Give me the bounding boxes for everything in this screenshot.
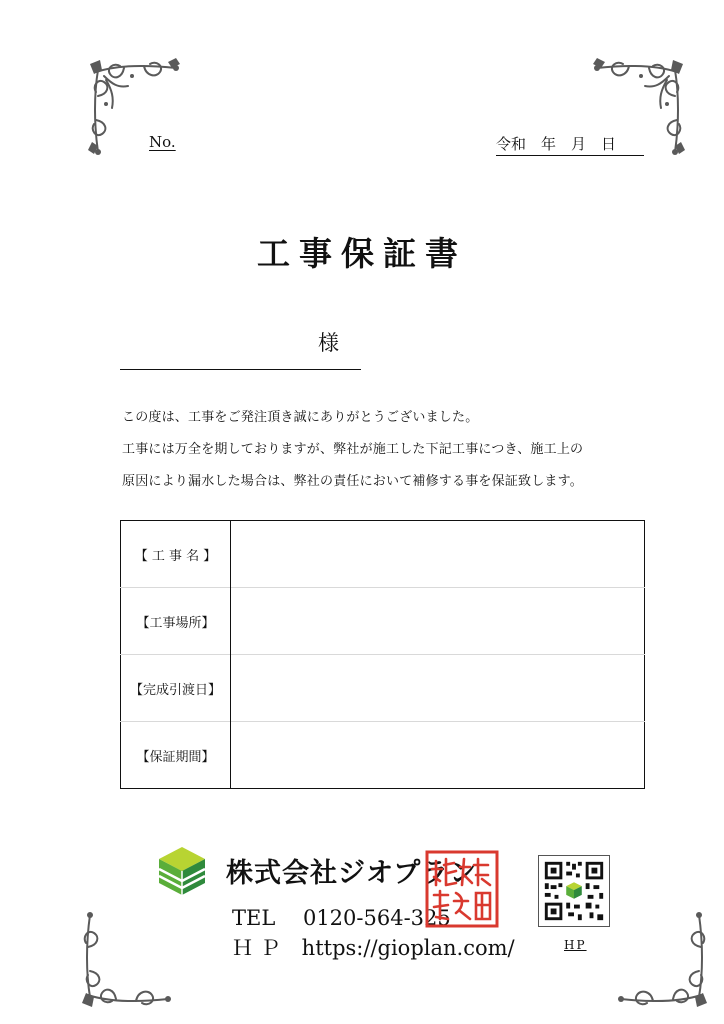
row-value-work-location — [231, 588, 645, 655]
table-row — [121, 521, 645, 588]
document-number-label: No. — [149, 133, 176, 151]
row-label-work-name: 【 工 事 名 】 — [121, 521, 231, 588]
company-phone: TEL 0120-564-325 — [232, 906, 451, 930]
row-value-warranty-period — [231, 722, 645, 789]
recipient-honorific: 様 — [318, 331, 339, 355]
document-title: 工事保証書 — [257, 234, 467, 273]
row-value-handover-date — [231, 655, 645, 722]
table-row — [121, 722, 645, 789]
date-line: 令和 年 月 日 — [496, 133, 644, 156]
row-label-work-location: 【工事場所】 — [121, 588, 231, 655]
company-seal-icon — [424, 849, 500, 929]
row-label-warranty-period: 【保証期間】 — [121, 722, 231, 789]
company-name: 株式会社ジオプラン — [226, 858, 478, 889]
company-logo-icon — [157, 845, 207, 897]
ornament-corner-bottom-right-icon — [608, 908, 713, 1013]
table-row — [121, 588, 645, 655]
table-row — [121, 655, 645, 722]
guarantee-statement — [122, 402, 642, 498]
statement-line: この度は、工事をご発注頂き誠にありがとうございました。 — [122, 410, 479, 425]
row-value-work-name — [231, 521, 645, 588]
statement-line: 原因により漏水した場合は、弊社の責任において補修する事を保証致します。 — [122, 474, 583, 489]
qr-code-label[interactable]: HP — [564, 938, 587, 952]
recipient-name-line — [120, 369, 361, 370]
work-details-table — [120, 520, 645, 789]
row-label-handover-date: 【完成引渡日】 — [121, 655, 231, 722]
ornament-corner-bottom-left-icon — [76, 908, 181, 1013]
statement-line: 工事には万全を期しておりますが、弊社が施工した下記工事につき、施工上の — [122, 442, 584, 457]
qr-code-icon[interactable] — [538, 855, 610, 927]
company-website: Ｈ Ｐ https://gioplan.com/ — [232, 936, 515, 960]
